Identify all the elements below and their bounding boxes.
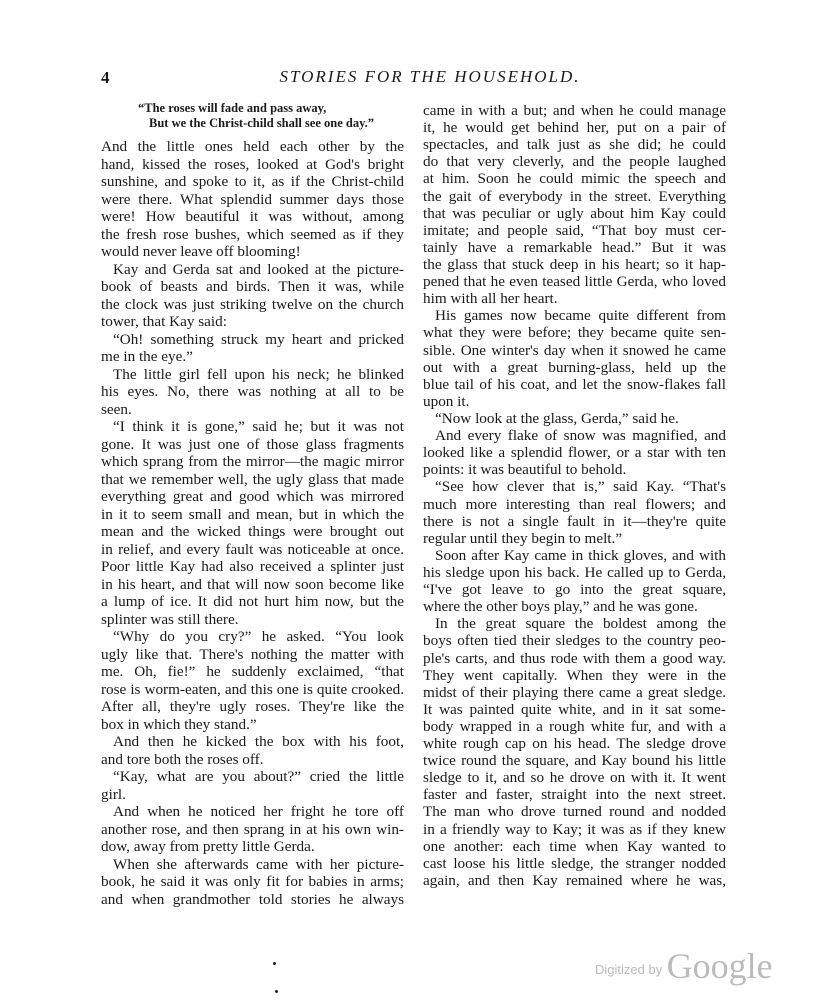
text-line: upon it. [423, 392, 470, 410]
text-line: in it to seem small and mean, but in which the [101, 505, 404, 523]
text-line: “Now look at the glass, Gerda,” said he. [435, 409, 679, 427]
text-line: which sprang from the mirror—the magic mirror [101, 453, 404, 470]
poem-line: But we the Christ-child shall see one day.” [149, 116, 375, 130]
text-line: They went capitally. When they were in the [423, 666, 726, 684]
text-line: “See how clever that is,” said Kay. “That's [435, 478, 726, 496]
text-line: and when grandmother told stories he always [101, 890, 404, 908]
text-line: mean and the wicked things were brought out [101, 523, 404, 540]
text-line: When she afterwards came with her picture- [113, 855, 404, 873]
text-line: tainly have a remarkable head.” But it was [423, 238, 726, 256]
text-line: blue tail of his coat, and let the snow-flakes fall [423, 375, 726, 393]
text-line: “I think it is gone,” said he; but it was not [113, 418, 404, 435]
text-line: white rough cap on his head. The sledge drove [423, 735, 726, 753]
text-line: a lump of ice. It did not hurt him now, but the [101, 593, 404, 610]
text-line: faster and faster, straight into the next street. [423, 786, 726, 804]
text-line: everything great and good which was mirrored [101, 488, 404, 505]
scan-speck [273, 962, 276, 965]
watermark-prefix: Digitized by [595, 962, 663, 977]
text-line: pened that he even teased little Gerda, who loved [423, 273, 726, 291]
text-line: “Why do you cry?” he asked. “You look [113, 628, 404, 645]
text-line: the gait of everybody in the street. Everything [423, 187, 726, 205]
text-line: were there. What splendid summer days those [101, 190, 404, 208]
text-line: splinter was still there. [101, 610, 239, 628]
text-line: seen. [101, 400, 132, 418]
text-line: sible. One winter's day when it snowed he came [423, 341, 726, 359]
text-line: And every flake of snow was magnified, and [435, 427, 726, 445]
poem-line: “The roses will fade and pass away, [138, 101, 327, 115]
text-line: ple's carts, and thus rode with them a good way. [423, 649, 726, 667]
text-line: in his heart, and that will now soon become like [101, 575, 404, 593]
text-line: sunshine, and spoke to it, as if the Christ-child [101, 173, 404, 190]
text-line: And the little ones held each other by the [101, 138, 404, 155]
text-line: out with a great burning-glass, held up the [423, 358, 726, 376]
text-line: do that very cleverly, and the people laughed [423, 153, 726, 171]
text-line: there is not a single fault in it—they're quite [423, 512, 726, 530]
text-line: sledge to it, and so he drove on with it. It went [423, 769, 726, 787]
google-watermark [595, 945, 773, 987]
text-line: it, he would get behind her, put on a pair of [423, 119, 726, 137]
text-line: the clock was just striking twelve on the church [101, 295, 404, 313]
poem-epigraph [138, 101, 374, 131]
text-line: The little girl fell upon his neck; he blinked [113, 365, 404, 383]
text-line: It was painted quite white, and in it sat some- [423, 700, 726, 718]
left-column [101, 138, 404, 908]
text-line: tower, that Kay said: [101, 313, 227, 330]
text-line: ugly like that. There's nothing the matter with [101, 645, 404, 663]
text-line: points: it was beautiful to behold. [423, 461, 627, 479]
text-line: where the other boys play,” and he was gone. [423, 598, 698, 616]
text-line: in relief, and every fault was noticeable at once. [101, 540, 404, 558]
text-line: him with all her heart. [423, 290, 558, 308]
text-line: Soon after Kay came in thick gloves, and with [435, 546, 726, 564]
text-line: box in which they stand.” [101, 715, 257, 733]
text-line: book of beasts and birds. Then it was, while [101, 278, 404, 295]
text-line: his eyes. No, there was nothing at all to be [101, 383, 404, 400]
text-line: that was peculiar or ugly about him Kay could [423, 204, 726, 222]
page-number: 4 [101, 68, 110, 87]
running-title: STORIES FOR THE HOUSEHOLD. [279, 67, 581, 86]
text-line: “Oh! something struck my heart and pricked [113, 330, 404, 348]
text-line: Poor little Kay had also received a splinter just [101, 558, 404, 575]
text-line: gone. It was just one of those glass fragments [101, 435, 404, 453]
google-logo: Google [666, 946, 773, 986]
text-line: His games now became quite different from [435, 307, 726, 325]
text-line: another rose, and then sprang in at his own win- [101, 820, 404, 838]
text-line: book, he said it was only fit for babies in arms; [101, 873, 404, 890]
text-line: what they were before; they became quite sen- [423, 324, 726, 342]
text-line: were! How beautiful it was without, among [101, 208, 404, 225]
text-line: came in with a but; and when he could manage [423, 102, 726, 119]
text-line: one another: each time when Kay wanted to [423, 837, 726, 855]
text-line: again, and then Kay remained where he was, [423, 871, 726, 889]
text-line: in a friendly way to Kay; it was as if they knew [423, 820, 726, 838]
text-line: And then he kicked the box with his foot, [113, 733, 404, 750]
text-line: me. Oh, fie!” he suddenly exclaimed, “that [101, 663, 404, 680]
text-line: would never leave off blooming! [101, 243, 301, 260]
text-line: Kay and Gerda sat and looked at the picture- [113, 260, 404, 278]
text-line: imitate; and people said, “That boy must cer- [423, 221, 726, 239]
text-line: cast loose his little sledge, the stranger nodded [423, 854, 726, 872]
text-line: his sledge upon his back. He called up to Gerda, [423, 563, 726, 581]
text-line: the fresh rose bushes, which seemed as if they [101, 225, 404, 243]
text-line: hand, kissed the roses, looked at God's bright [101, 155, 404, 173]
text-line: “I've got leave to go into the great square, [423, 581, 726, 599]
right-column [423, 102, 726, 889]
text-line: me in the eye.” [101, 348, 193, 365]
text-line: midst of their playing there came a great sledge. [423, 683, 726, 701]
text-line: much more interesting than real flowers; and [423, 495, 726, 513]
text-line: rose is worm-eaten, and this one is quite crooked. [101, 680, 404, 698]
text-line: twice round the square, and Kay bound his little [423, 752, 726, 770]
text-line: In the great square the boldest among the [435, 615, 726, 633]
text-line: After all, they're ugly roses. They're like the [101, 698, 404, 715]
text-line: And when he noticed her fright he tore off [113, 803, 404, 820]
text-line: the glass that stuck deep in his heart; so it hap- [423, 255, 726, 273]
text-line: spectacles, and talk just as she did; he could [423, 136, 726, 154]
text-line: boys often tied their sledges to the country peo- [423, 632, 726, 650]
text-line: regular until they begin to melt.” [423, 529, 623, 547]
text-line: and tore both the roses off. [101, 750, 264, 768]
text-line: dow, away from pretty little Gerda. [101, 838, 315, 855]
text-line: The man who drove turned round and nodded [423, 803, 726, 821]
text-line: that we remember well, the ugly glass that made [101, 470, 404, 488]
text-line: “Kay, what are you about?” cried the little [113, 768, 404, 785]
text-line: girl. [101, 785, 126, 803]
text-line: at him. Soon he could mimic the speech and [423, 170, 726, 188]
text-line: looked like a splendid flower, or a star with ten [423, 444, 726, 462]
scan-speck [275, 990, 278, 993]
text-line: body wrapped in a rough white fur, and with a [423, 717, 726, 735]
